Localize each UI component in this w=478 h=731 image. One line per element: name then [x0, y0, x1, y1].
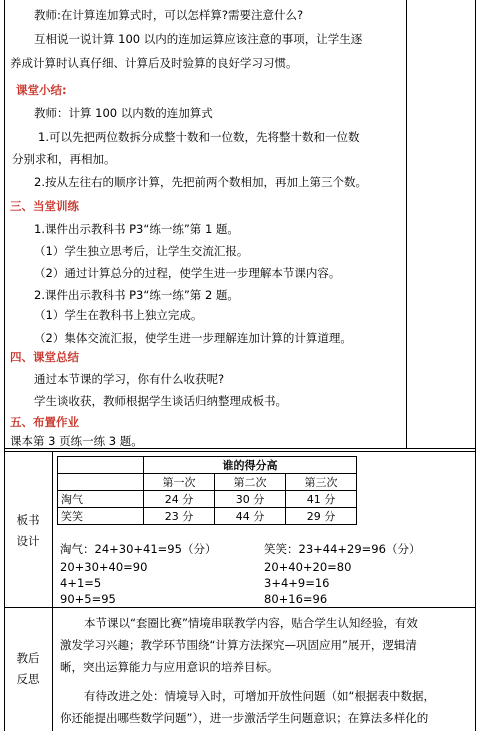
calc-right-line: 笑笑：23+44+29=96（分） [264, 542, 421, 556]
header-cell: 第二次 [215, 474, 286, 491]
table-cell: 笑笑 [58, 508, 144, 525]
table-corner-cell [58, 457, 144, 474]
table-row [58, 491, 357, 508]
section-4-heading: 四、课堂总结 [10, 350, 79, 364]
table-cell: 41 分 [286, 491, 357, 508]
reflection-p1-line3: 晰，突出运算能力与应用意识的培养目标。 [60, 660, 279, 674]
row-separator-top-double [4, 451, 475, 452]
score-table [57, 456, 357, 525]
calc-left-line: 20+30+40=90 [60, 560, 148, 574]
practice-item-2-1: （1）学生在教科书上独立完成。 [34, 308, 203, 322]
table-cell: 44 分 [215, 508, 286, 525]
table-cell: 29 分 [286, 508, 357, 525]
reflection-label-1: 教后 [16, 651, 40, 665]
calc-left-line: 淘气：24+30+41=95（分） [60, 542, 217, 556]
header-cell: 第一次 [144, 474, 215, 491]
row-separator-top [4, 448, 475, 449]
summary-point-1: 1.可以先把两位数拆分成整十数和一位数，先将整十数和一位数 [38, 130, 360, 144]
summary-activity: 学生谈收获，教师根据学生谈话归纳整理成板书。 [34, 394, 287, 408]
header-cell: 第三次 [286, 474, 357, 491]
reflection-label-2: 反思 [16, 672, 40, 686]
reflection-p2-line1: 有待改进之处：情境导入时，可增加开放性问题（如“根据表中数据， [84, 689, 435, 703]
reflection-p1-line2: 激发学习兴趣；教学环节围绕“计算方法探究—巩固应用”展开，逻辑清 [60, 638, 417, 652]
practice-item-1-2: （2）通过计算总分的过程，使学生进一步理解本节课内容。 [34, 266, 341, 280]
table-cell: 23 分 [144, 508, 215, 525]
teacher-question: 教师:在计算连加算式时，可以怎样算?需要注意什么? [34, 8, 304, 22]
board-label-2: 设计 [16, 534, 40, 548]
table-header-row [58, 474, 357, 491]
row-separator-middle [4, 607, 475, 608]
table-cell: 24 分 [144, 491, 215, 508]
practice-item-2: 2.课件出示教科书 P3“练一练”第 2 题。 [34, 288, 239, 302]
calc-right-line: 80+16=96 [264, 592, 328, 606]
calc-left-line: 90+5=95 [60, 592, 116, 606]
reflection-p2-line2: 你还能提出哪些数学问题”），进一步激活学生问题意识；在算法多样化的 [60, 711, 429, 725]
board-label-1: 板书 [16, 513, 40, 527]
summary-point-1-cont: 分别求和，再相加。 [12, 152, 116, 166]
summary-teacher: 教师：计算 100 以内数的连加算式 [34, 106, 213, 120]
practice-item-1-1: （1）学生独立思考后，让学生交流汇报。 [34, 244, 249, 258]
discussion-line-cont: 养成计算时认真仔细、计算后及时验算的良好学习习惯。 [10, 56, 298, 70]
header-cell [58, 474, 144, 491]
table-row [58, 508, 357, 525]
discussion-line: 互相说一说计算 100 以内的连加运算应该注意的事项，让学生逐 [34, 32, 363, 46]
calc-right-line: 20+40+20=80 [264, 560, 352, 574]
practice-item-2-2: （2）集体交流汇报，使学生进一步理解连加计算的计算道理。 [34, 331, 352, 345]
reflection-p1-line1: 本节课以“套圈比赛”情境串联教学内容，贴合学生认知经验，有效 [84, 616, 418, 630]
summary-heading: 课堂小结: [16, 83, 67, 97]
calc-right-line: 3+4+9=16 [264, 576, 330, 590]
label-column-divider [52, 451, 53, 731]
table-cell: 淘气 [58, 491, 144, 508]
right-column-divider [406, 0, 407, 448]
summary-point-2: 2.按从左往右的顺序计算，先把前两个数相加，再加上第三个数。 [34, 175, 367, 189]
homework-line: 课本第 3 页练一练 3 题。 [10, 434, 143, 448]
summary-question: 通过本节课的学习，你有什么收获呢? [34, 372, 225, 386]
score-table-title: 谁的得分高 [144, 457, 357, 474]
section-5-heading: 五、布置作业 [10, 415, 79, 429]
section-3-heading: 三、当堂训练 [10, 199, 79, 213]
calc-left-line: 4+1=5 [60, 576, 102, 590]
practice-item-1: 1.课件出示教科书 P3“练一练”第 1 题。 [34, 222, 239, 236]
table-cell: 30 分 [215, 491, 286, 508]
